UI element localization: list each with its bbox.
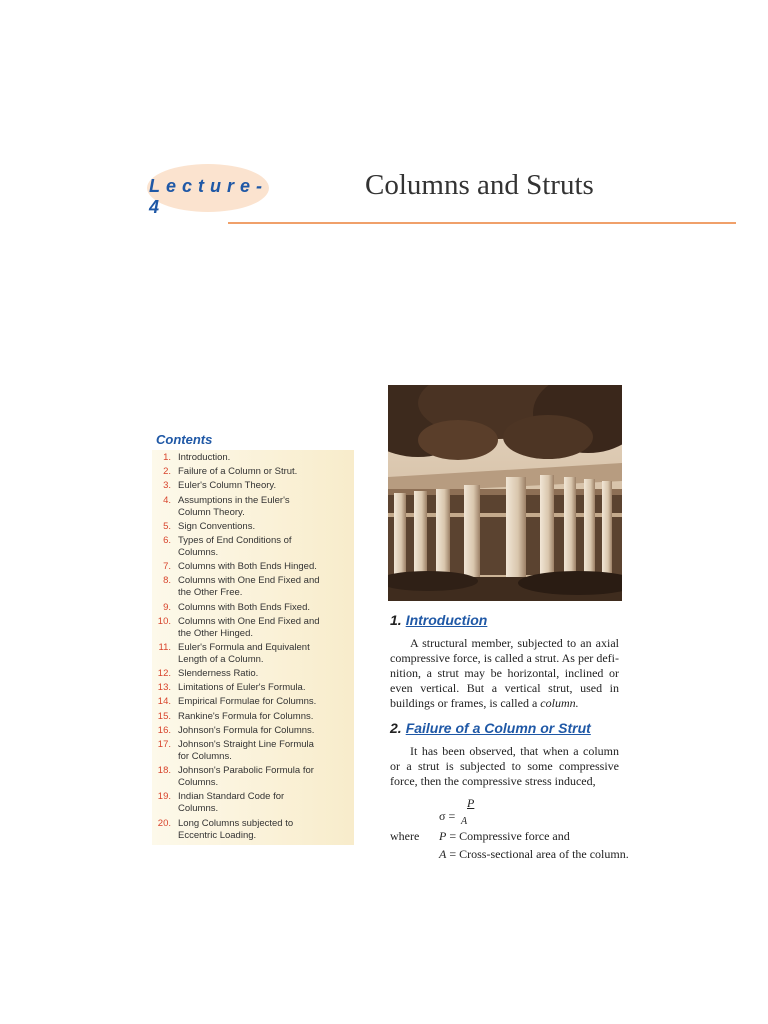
contents-item-number: 11. [158,641,171,653]
contents-item [154,739,322,763]
contents-item [154,575,322,599]
contents-item-number: 4. [163,494,171,506]
contents-item-text: Columns with Both Ends Hinged. [178,561,317,573]
contents-item [154,711,322,723]
contents-item-number: 10. [157,615,171,627]
contents-item-text: Long Columns subjected to Eccentric Loading. [178,817,294,841]
contents-item [154,696,322,708]
contents-item-number: 20. [157,817,171,829]
contents-heading: Contents [156,432,213,447]
contents-item-text: Empirical Formulae for Columns. [178,696,317,708]
contents-item-number: 18. [157,765,171,777]
section-heading-introduction [390,612,487,628]
contents-item-number: 12. [157,668,171,680]
definition-p [439,829,570,844]
contents-item-text: Slenderness Ratio. [178,668,259,680]
introduction-text-emphasis: column. [540,696,579,710]
introduction-text: A structural member, subjected to an axial compressive force, is called a strut. As per defi- nition, a strut may be horizontal, inclined or even vertical. But a vertical strut, used in buildings or frames, is called a [390,636,619,710]
contents-item-number: 14. [157,696,171,708]
contents-item-number: 2. [163,466,171,478]
contents-item-text: Indian Standard Code for Columns. [178,791,285,815]
definition-p-text: = Compressive force and [446,829,570,843]
contents-item-number: 5. [163,520,171,532]
contents-item [154,668,322,680]
contents-item [154,818,322,842]
contents-item [154,535,322,559]
stress-formula-lhs: σ = [439,809,456,823]
introduction-paragraph [390,636,619,711]
contents-item [154,495,322,519]
contents-item-text: Johnson's Straight Line Formula for Columns. [178,739,314,762]
contents-item-text: Euler's Formula and Equivalent Length of a Column. [178,641,310,665]
contents-item-text: Euler's Column Theory. [178,480,277,492]
symbol-p: P [439,829,447,843]
contents-item [154,466,322,478]
contents-item [154,480,322,492]
failure-text: It has been observed, that when a column or a strut is subjected to some compressive force, then the compressive stress induced, [390,744,619,788]
contents-item [154,616,322,640]
section-number: 1. [390,612,402,628]
contents-item [154,521,322,533]
definition-a-text: = Cross-sectional area of the column. [446,847,629,861]
lecture-label: Lecture-4 [149,176,269,217]
contents-item-number: 15. [157,710,171,722]
contents-item-number: 16. [157,724,171,736]
contents-item [154,452,322,464]
contents-item-text: Rankine's Formula for Columns. [178,710,314,722]
contents-item-number: 9. [163,601,171,613]
contents-item-text: Columns with One End Fixed and the Other Free. [178,575,320,599]
section-number: 2. [390,720,402,736]
contents-item-text: Columns with One End Fixed and the Other Hinged. [178,615,320,639]
contents-item [154,561,322,573]
failure-link[interactable]: Failure of a Column or Strut [405,720,591,736]
building-photo [388,385,622,601]
contents-item-text: Johnson's Formula for Columns. [178,724,315,736]
contents-item-number: 8. [163,575,171,587]
contents-item-text: Assumptions in the Euler's Column Theory. [178,494,290,518]
contents-item-number: 1. [163,452,171,463]
contents-item-text: Johnson's Parabolic Formula for Columns. [178,765,314,789]
definition-a [439,847,629,862]
contents-item-text: Types of End Conditions of Columns. [178,534,292,558]
where-label: where [390,829,420,843]
contents-item-text: Sign Conventions. [178,520,256,532]
contents-item-number: 17. [157,739,171,750]
contents-item-text: Columns with Both Ends Fixed. [178,601,311,613]
contents-item-number: 13. [157,682,171,694]
contents-item-number: 7. [163,561,171,573]
contents-item-number: 3. [163,480,171,492]
symbol-a: A [439,847,447,861]
introduction-link[interactable]: Introduction [405,612,488,628]
title-divider [228,222,736,224]
contents-item-number: 19. [157,791,171,803]
section-heading-failure [390,720,591,736]
stress-formula-numerator: P [467,796,475,810]
contents-item-text: Limitations of Euler's Formula. [178,682,306,694]
contents-item [154,765,322,789]
page-title: Columns and Struts [365,169,594,201]
contents-list [154,452,322,844]
failure-paragraph [390,744,619,789]
contents-item-number: 6. [163,534,171,546]
contents-item-text: Failure of a Column or Strut. [178,466,298,478]
contents-item [154,642,322,666]
contents-item-text: Introduction. [178,452,231,463]
contents-item [154,682,322,694]
contents-item [154,725,322,737]
contents-item [154,602,322,614]
stress-formula-denominator: A [461,816,468,827]
contents-item [154,791,322,815]
